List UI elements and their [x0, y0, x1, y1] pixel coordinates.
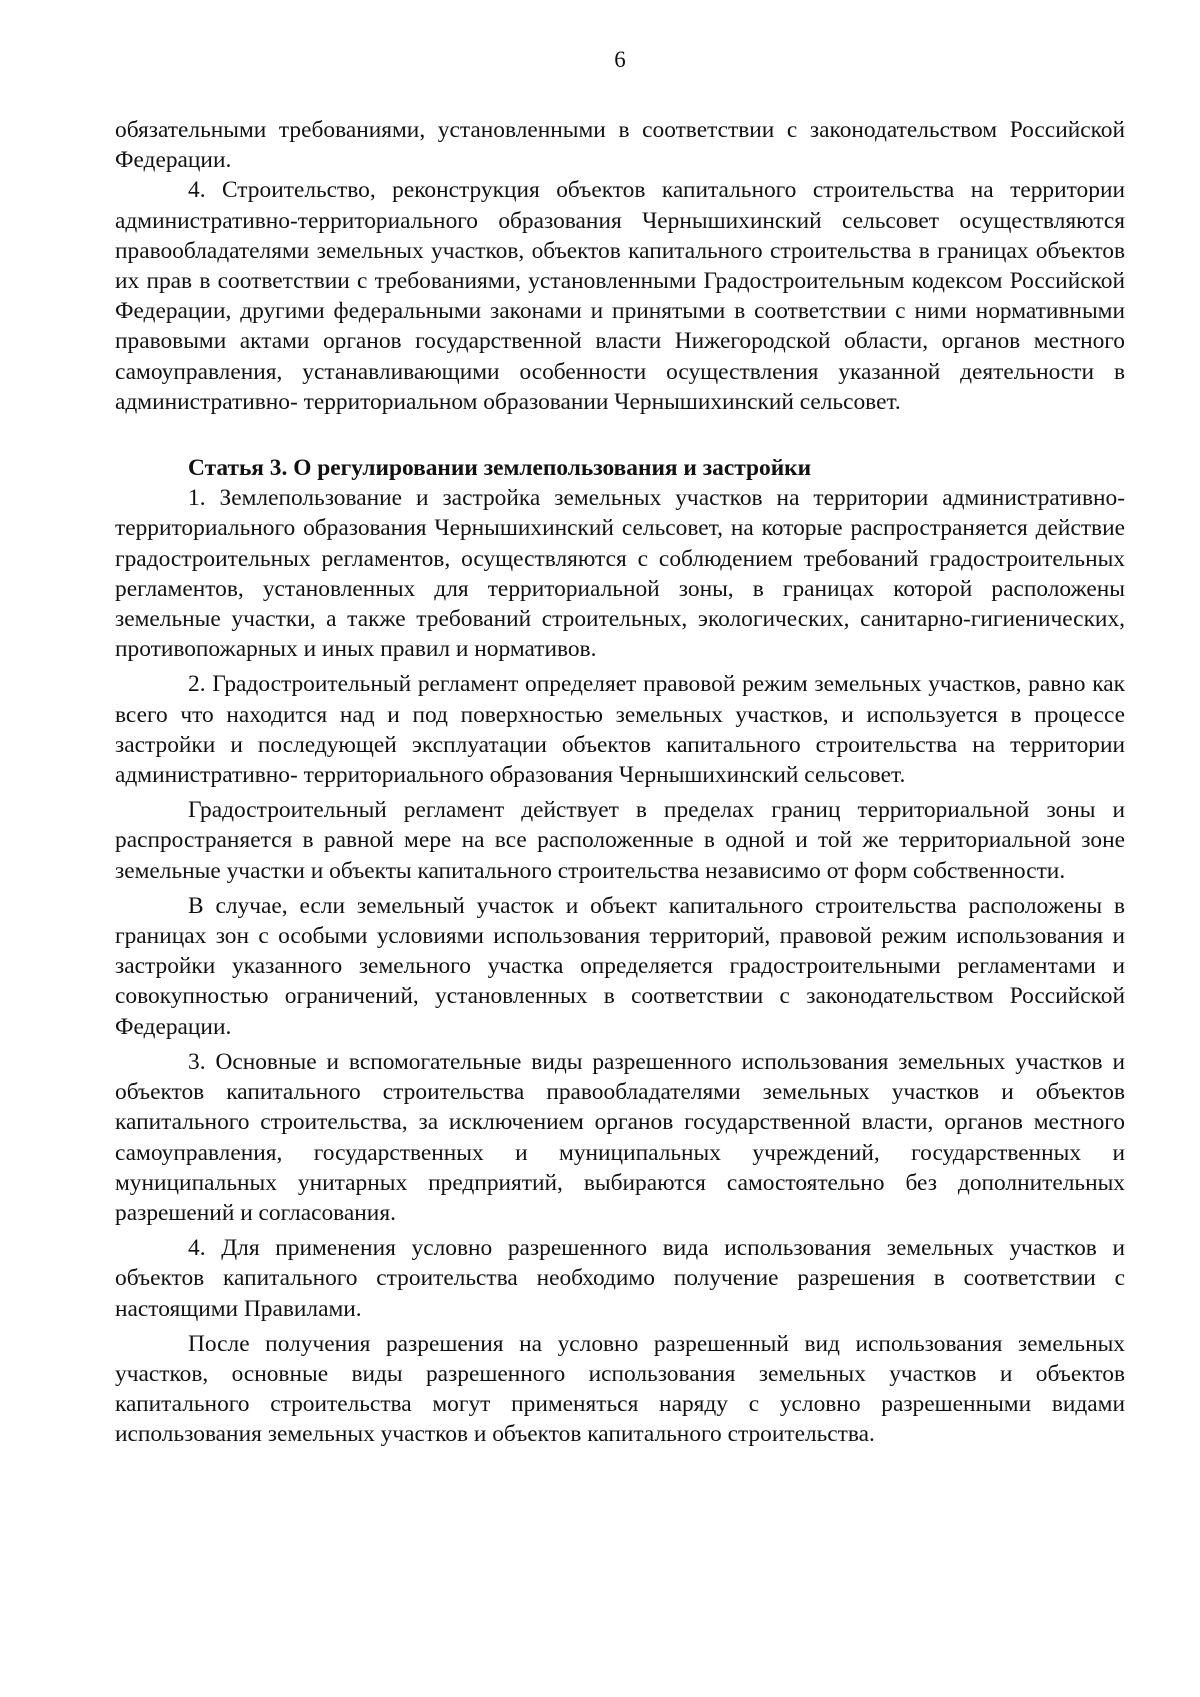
paragraph-item-4-construction: 4. Строительство, реконструкция объектов капитального строительства на территории административно-территориального образования Чернышихинский сельсовет осуществляются правообладателями земельных участков, объектов капитального строительства в границах объектов их прав в соответствии с требованиями, установленными Градостроительным кодексом Российской Федерации, другими федеральными законами и принятыми в соответствии с ними нормативными правовыми актами органов государственной власти Нижегородской области, органов местного самоуправления, устанавливающими особенности осуществления указанной деятельности в административно- территориальном образовании Чернышихинский сельсовет. — [115, 177, 1125, 415]
paragraph-continuation: обязательными требованиями, установленными в соответствии с законодательством Российской Федерации. — [115, 117, 1125, 174]
paragraph-item-3-permitted-use: 3. Основные и вспомогательные виды разрешенного использования земельных участков и объектов капитального строительства правообладателями земельных участков и объектов капитального строительства, за исключением органов государственной власти, органов местного самоуправления, государственных и муниципальных учреждений, государственных и муниципальных унитарных предприятий, выбираются самостоятельно без дополнительных разрешений и согласования. — [115, 1048, 1125, 1226]
article-3-heading: Статья 3. О регулировании землепользования и застройки — [188, 455, 812, 482]
paragraph-item-2-regulation: 2. Градостроительный регламент определяет правовой режим земельных участков, равно как всего что находится над и под поверхностью земельных участков, и используется в процессе застройки и последующей эксплуатации объектов капитального строительства на территории административно- территориального образования Чернышихинский сельсовет. — [115, 671, 1125, 789]
paragraph-special-zones: В случае, если земельный участок и объект капитального строительства расположены в границах зон с особыми условиями использования территорий, правовой режим использования и застройки указанного земельного участка определяется градостроительными регламентами и совокупностью ограничений, установленных в соответствии с законодательством Российской Федерации. — [115, 892, 1125, 1040]
page-number: 6 — [614, 47, 626, 72]
document-body — [115, 115, 1125, 1450]
paragraph-item-4-conditional-use: 4. Для применения условно разрешенного вида использования земельных участков и объектов капитального строительства необходимо получение разрешения в соответствии с настоящими Правилами. — [115, 1235, 1125, 1322]
paragraph-regulation-scope: Градостроительный регламент действует в пределах границ территориальной зоны и распространяется в равной мере на все расположенные в одной и той же территориальной зоне земельные участки и объекты капитального строительства независимо от форм собственности. — [115, 797, 1125, 884]
paragraph-after-permission: После получения разрешения на условно разрешенный вид использования земельных участков, основные виды разрешенного использования земельных участков и объектов капитального строительства могут применяться наряду с условно разрешенными видами использования земельных участков и объектов капитального строительства. — [115, 1330, 1125, 1448]
paragraph-item-1-land-use: 1. Землепользование и застройка земельных участков на территории административно-территориального образования Чернышихинский сельсовет, на которые распространяется действие градостроительных регламентов, осуществляются с соблюдением требований градостроительных регламентов, установленных для территориальной зоны, в границах которой расположены земельные участки, а также требований строительных, экологических, санитарно-гигиенических, противопожарных и иных правил и нормативов. — [115, 485, 1125, 663]
